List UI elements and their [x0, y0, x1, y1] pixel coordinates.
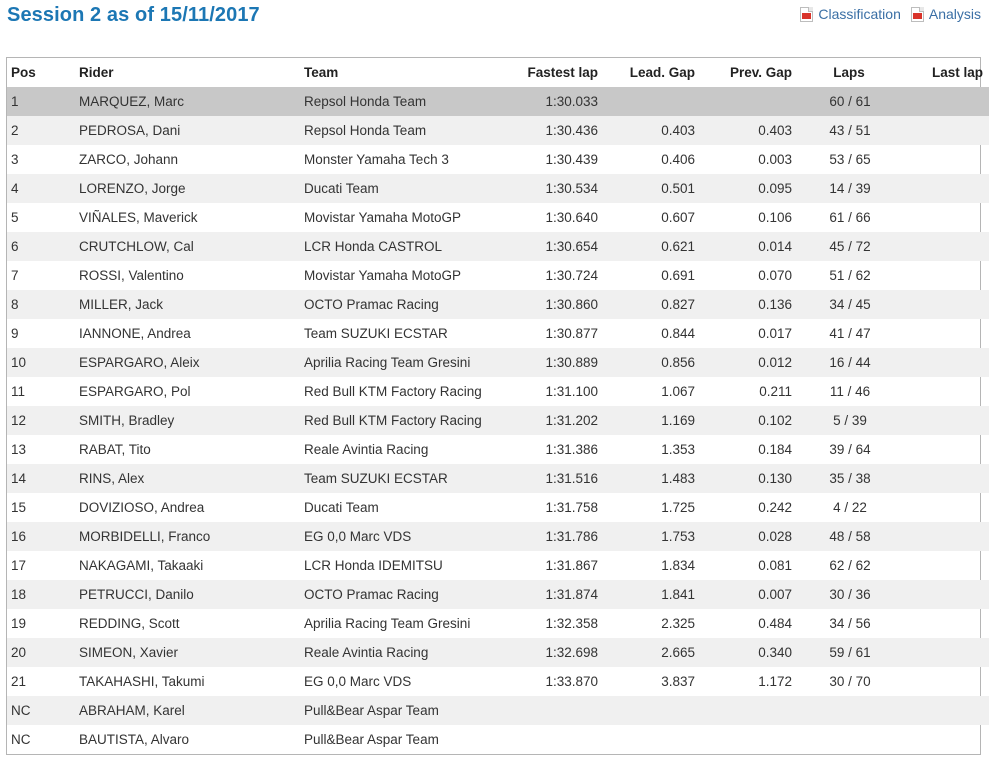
cell-laps — [792, 348, 880, 377]
results-table-container — [6, 57, 981, 755]
cell-laps — [792, 667, 880, 696]
cell-last-lap — [880, 493, 989, 522]
cell-team: EG 0,0 Marc VDS — [304, 674, 412, 689]
cell-rider: PEDROSA, Dani — [79, 123, 181, 138]
cell-team: LCR Honda CASTROL — [304, 239, 443, 254]
cell-last-lap — [880, 116, 989, 145]
cell-fastest-lap: 1:31.867 — [545, 558, 598, 573]
cell-prev-gap: 1.172 — [758, 674, 792, 689]
cell-lead-gap — [598, 696, 695, 725]
cell-rider: CRUTCHLOW, Cal — [79, 239, 194, 254]
cell-fastest-lap: 1:30.654 — [545, 239, 598, 254]
cell-pos: 6 — [11, 239, 19, 254]
cell-team: EG 0,0 Marc VDS — [304, 529, 412, 544]
cell-fastest-lap — [522, 725, 598, 754]
cell-laps-value: 34 / 45 — [829, 297, 871, 312]
cell-laps — [792, 116, 880, 145]
table-row[interactable] — [7, 203, 989, 232]
cell-rider: MARQUEZ, Marc — [79, 94, 185, 109]
header-lead-gap: Lead. Gap — [629, 65, 695, 80]
cell-laps-value: 60 / 61 — [829, 94, 871, 109]
cell-pos: 3 — [11, 152, 19, 167]
cell-prev-gap: 0.070 — [758, 268, 792, 283]
cell-laps — [792, 145, 880, 174]
header-last-lap: Last lap — [931, 65, 983, 80]
cell-prev-gap — [695, 696, 792, 725]
table-body — [7, 87, 989, 754]
cell-rider: SIMEON, Xavier — [79, 645, 179, 660]
cell-lead-gap: 1.753 — [661, 529, 695, 544]
cell-team: Red Bull KTM Factory Racing — [304, 413, 482, 428]
cell-team: Repsol Honda Team — [304, 123, 427, 138]
cell-laps-value: 5 / 39 — [833, 413, 867, 428]
header-rider: Rider — [79, 65, 114, 80]
cell-fastest-lap: 1:30.889 — [545, 355, 598, 370]
cell-laps — [792, 203, 880, 232]
cell-last-lap — [880, 725, 989, 754]
cell-team: Monster Yamaha Tech 3 — [304, 152, 449, 167]
cell-fastest-lap: 1:31.758 — [545, 500, 598, 515]
cell-pos: 1 — [11, 94, 19, 109]
cell-fastest-lap: 1:30.724 — [545, 268, 598, 283]
cell-laps-value: 51 / 62 — [829, 268, 871, 283]
cell-fastest-lap — [522, 696, 598, 725]
cell-team: Aprilia Racing Team Gresini — [304, 616, 471, 631]
cell-fastest-lap: 1:30.640 — [545, 210, 598, 225]
cell-lead-gap: 1.353 — [661, 442, 695, 457]
cell-fastest-lap: 1:31.386 — [545, 442, 598, 457]
table-row[interactable] — [7, 725, 989, 754]
header-team: Team — [304, 65, 339, 80]
cell-fastest-lap: 1:31.516 — [545, 471, 598, 486]
table-row[interactable] — [7, 261, 989, 290]
cell-laps — [792, 87, 880, 116]
cell-fastest-lap: 1:33.870 — [545, 674, 598, 689]
cell-laps-value: 53 / 65 — [829, 152, 871, 167]
table-row[interactable] — [7, 232, 989, 261]
table-row[interactable] — [7, 580, 989, 609]
cell-team: Movistar Yamaha MotoGP — [304, 268, 462, 283]
cell-prev-gap: 0.242 — [758, 500, 792, 515]
cell-rider: RINS, Alex — [79, 471, 145, 486]
cell-lead-gap: 3.837 — [661, 674, 695, 689]
cell-last-lap — [880, 87, 989, 116]
cell-prev-gap: 0.106 — [758, 210, 792, 225]
cell-laps-value: 41 / 47 — [829, 326, 871, 341]
cell-team: Aprilia Racing Team Gresini — [304, 355, 471, 370]
cell-pos: 9 — [11, 326, 19, 341]
table-row[interactable] — [7, 377, 989, 406]
cell-laps-value: 59 / 61 — [829, 645, 871, 660]
cell-pos: 15 — [11, 500, 27, 515]
cell-prev-gap: 0.130 — [758, 471, 792, 486]
cell-pos: 13 — [11, 442, 27, 457]
cell-team: Ducati Team — [304, 181, 379, 196]
cell-team: Ducati Team — [304, 500, 379, 515]
header-pos: Pos — [11, 65, 36, 80]
table-row[interactable] — [7, 551, 989, 580]
cell-team: LCR Honda IDEMITSU — [304, 558, 443, 573]
cell-rider: LORENZO, Jorge — [79, 181, 186, 196]
cell-pos: 8 — [11, 297, 19, 312]
cell-laps — [792, 261, 880, 290]
cell-fastest-lap: 1:30.860 — [545, 297, 598, 312]
cell-laps-value: 48 / 58 — [829, 529, 871, 544]
cell-fastest-lap: 1:31.786 — [545, 529, 598, 544]
table-row[interactable] — [7, 319, 989, 348]
cell-lead-gap — [598, 87, 695, 116]
table-row[interactable] — [7, 174, 989, 203]
cell-rider: BAUTISTA, Alvaro — [79, 732, 190, 747]
cell-last-lap — [880, 580, 989, 609]
cell-laps-value: 39 / 64 — [829, 442, 871, 457]
cell-pos: 16 — [11, 529, 27, 544]
cell-team: Reale Avintia Racing — [304, 645, 429, 660]
cell-team: Red Bull KTM Factory Racing — [304, 384, 482, 399]
cell-laps — [792, 377, 880, 406]
table-row[interactable] — [7, 290, 989, 319]
analysis-link-label: Analysis — [928, 6, 981, 22]
pdf-links — [800, 6, 981, 22]
table-row[interactable] — [7, 667, 989, 696]
table-row[interactable] — [7, 348, 989, 377]
analysis-link[interactable] — [911, 6, 981, 22]
cell-last-lap — [880, 406, 989, 435]
cell-laps — [792, 725, 880, 754]
cell-rider: SMITH, Bradley — [79, 413, 175, 428]
cell-prev-gap — [695, 725, 792, 754]
classification-link-label: Classification — [818, 6, 901, 22]
table-header-row — [7, 58, 989, 87]
cell-lead-gap: 1.841 — [661, 587, 695, 602]
header-prev-gap: Prev. Gap — [729, 65, 792, 80]
cell-laps-value: 11 / 46 — [829, 384, 871, 399]
cell-pos: 14 — [11, 471, 27, 486]
cell-team: Team SUZUKI ECSTAR — [304, 471, 448, 486]
cell-lead-gap: 0.501 — [661, 181, 695, 196]
cell-last-lap — [880, 696, 989, 725]
cell-last-lap — [880, 551, 989, 580]
cell-laps-value: 30 / 36 — [829, 587, 871, 602]
pdf-icon — [800, 7, 813, 22]
cell-prev-gap: 0.081 — [758, 558, 792, 573]
cell-team: OCTO Pramac Racing — [304, 587, 439, 602]
cell-pos: 4 — [11, 181, 19, 196]
cell-rider: ABRAHAM, Karel — [79, 703, 185, 718]
table-row[interactable] — [7, 696, 989, 725]
cell-rider: REDDING, Scott — [79, 616, 180, 631]
table-row[interactable] — [7, 406, 989, 435]
cell-pos: 12 — [11, 413, 27, 428]
cell-fastest-lap: 1:32.698 — [545, 645, 598, 660]
cell-pos: 5 — [11, 210, 19, 225]
cell-team: Reale Avintia Racing — [304, 442, 429, 457]
cell-lead-gap: 0.691 — [661, 268, 695, 283]
cell-rider: PETRUCCI, Danilo — [79, 587, 194, 602]
cell-last-lap — [880, 174, 989, 203]
cell-last-lap — [880, 319, 989, 348]
cell-prev-gap: 0.136 — [758, 297, 792, 312]
cell-team: Movistar Yamaha MotoGP — [304, 210, 462, 225]
cell-laps — [792, 464, 880, 493]
cell-lead-gap: 0.621 — [661, 239, 695, 254]
cell-lead-gap: 0.403 — [661, 123, 695, 138]
table-row[interactable] — [7, 609, 989, 638]
cell-team: Pull&Bear Aspar Team — [304, 732, 439, 747]
results-table — [7, 58, 989, 754]
cell-rider: RABAT, Tito — [79, 442, 151, 457]
cell-last-lap — [880, 435, 989, 464]
table-row[interactable] — [7, 116, 989, 145]
cell-lead-gap: 2.665 — [661, 645, 695, 660]
cell-last-lap — [880, 464, 989, 493]
cell-prev-gap: 0.028 — [758, 529, 792, 544]
cell-rider: TAKAHASHI, Takumi — [79, 674, 205, 689]
cell-rider: IANNONE, Andrea — [79, 326, 191, 341]
cell-lead-gap: 2.325 — [661, 616, 695, 631]
cell-prev-gap — [695, 87, 792, 116]
cell-prev-gap: 0.484 — [758, 616, 792, 631]
cell-laps-value: 43 / 51 — [829, 123, 871, 138]
cell-pos: 11 — [11, 384, 26, 399]
cell-last-lap — [880, 522, 989, 551]
cell-prev-gap: 0.003 — [758, 152, 792, 167]
cell-last-lap — [880, 145, 989, 174]
cell-laps — [792, 696, 880, 725]
cell-prev-gap: 0.014 — [758, 239, 792, 254]
cell-laps — [792, 551, 880, 580]
cell-laps — [792, 174, 880, 203]
cell-lead-gap: 1.483 — [661, 471, 695, 486]
cell-pos: NC — [11, 732, 31, 747]
cell-fastest-lap: 1:31.874 — [545, 587, 598, 602]
cell-laps-value: 34 / 56 — [829, 616, 871, 631]
cell-rider: VIÑALES, Maverick — [79, 210, 198, 225]
cell-prev-gap: 0.012 — [758, 355, 792, 370]
cell-lead-gap: 1.834 — [661, 558, 695, 573]
cell-laps — [792, 493, 880, 522]
classification-link[interactable] — [800, 6, 900, 22]
cell-prev-gap: 0.095 — [758, 181, 792, 196]
cell-lead-gap: 0.856 — [661, 355, 695, 370]
cell-fastest-lap: 1:31.100 — [545, 384, 598, 399]
table-row[interactable] — [7, 435, 989, 464]
cell-laps — [792, 319, 880, 348]
cell-lead-gap: 1.169 — [661, 413, 695, 428]
cell-rider: ROSSI, Valentino — [79, 268, 184, 283]
cell-last-lap — [880, 261, 989, 290]
cell-lead-gap: 0.844 — [661, 326, 695, 341]
cell-last-lap — [880, 638, 989, 667]
cell-prev-gap: 0.102 — [758, 413, 792, 428]
cell-prev-gap: 0.184 — [758, 442, 792, 457]
cell-pos: 17 — [11, 558, 27, 573]
cell-last-lap — [880, 377, 989, 406]
cell-laps — [792, 406, 880, 435]
cell-laps — [792, 638, 880, 667]
table-row[interactable] — [7, 87, 989, 116]
table-row[interactable] — [7, 145, 989, 174]
cell-fastest-lap: 1:30.534 — [545, 181, 598, 196]
cell-pos: 10 — [11, 355, 27, 370]
cell-fastest-lap: 1:30.436 — [545, 123, 598, 138]
cell-pos: NC — [11, 703, 31, 718]
table-row[interactable] — [7, 493, 989, 522]
cell-pos: 7 — [11, 268, 19, 283]
cell-lead-gap — [598, 725, 695, 754]
cell-rider: ESPARGARO, Pol — [79, 384, 191, 399]
cell-fastest-lap: 1:30.033 — [545, 94, 598, 109]
cell-last-lap — [880, 348, 989, 377]
cell-team: Team SUZUKI ECSTAR — [304, 326, 448, 341]
cell-lead-gap: 0.827 — [661, 297, 695, 312]
cell-prev-gap: 0.211 — [759, 384, 792, 399]
table-row[interactable] — [7, 638, 989, 667]
cell-pos: 2 — [11, 123, 19, 138]
cell-team: OCTO Pramac Racing — [304, 297, 439, 312]
cell-rider: ESPARGARO, Aleix — [79, 355, 200, 370]
cell-laps-value: 4 / 22 — [833, 500, 867, 515]
cell-laps-value: 61 / 66 — [829, 210, 871, 225]
cell-last-lap — [880, 203, 989, 232]
cell-laps-value: 62 / 62 — [829, 558, 871, 573]
cell-prev-gap: 0.403 — [758, 123, 792, 138]
cell-laps — [792, 232, 880, 261]
cell-rider: DOVIZIOSO, Andrea — [79, 500, 205, 515]
cell-laps — [792, 580, 880, 609]
page-title: Session 2 as of 15/11/2017 — [7, 4, 260, 26]
cell-last-lap — [880, 232, 989, 261]
cell-rider: MORBIDELLI, Franco — [79, 529, 211, 544]
cell-pos: 19 — [11, 616, 27, 631]
table-row[interactable] — [7, 522, 989, 551]
cell-laps — [792, 609, 880, 638]
cell-lead-gap: 0.607 — [661, 210, 695, 225]
cell-fastest-lap: 1:30.877 — [545, 326, 598, 341]
cell-prev-gap: 0.017 — [758, 326, 792, 341]
header-laps — [792, 58, 880, 87]
header-laps-label: Laps — [833, 65, 865, 80]
cell-team: Pull&Bear Aspar Team — [304, 703, 439, 718]
cell-laps-value: 14 / 39 — [829, 181, 871, 196]
cell-rider: ZARCO, Johann — [79, 152, 179, 167]
header-fastest-lap: Fastest lap — [527, 65, 598, 80]
cell-team: Repsol Honda Team — [304, 94, 427, 109]
cell-laps — [792, 290, 880, 319]
cell-last-lap — [880, 667, 989, 696]
cell-laps — [792, 522, 880, 551]
cell-last-lap — [880, 609, 989, 638]
cell-laps — [792, 435, 880, 464]
cell-lead-gap: 1.067 — [661, 384, 695, 399]
cell-laps-value: 45 / 72 — [829, 239, 871, 254]
cell-pos: 21 — [11, 674, 27, 689]
cell-prev-gap: 0.007 — [758, 587, 792, 602]
cell-last-lap — [880, 290, 989, 319]
pdf-icon — [911, 7, 924, 22]
cell-laps-value: 30 / 70 — [829, 674, 871, 689]
cell-lead-gap: 1.725 — [661, 500, 695, 515]
cell-laps-value: 35 / 38 — [829, 471, 871, 486]
cell-fastest-lap: 1:31.202 — [545, 413, 598, 428]
cell-lead-gap: 0.406 — [661, 152, 695, 167]
cell-fastest-lap: 1:30.439 — [545, 152, 598, 167]
cell-laps-value: 16 / 44 — [829, 355, 871, 370]
cell-rider: NAKAGAMI, Takaaki — [79, 558, 204, 573]
cell-prev-gap: 0.340 — [758, 645, 792, 660]
cell-pos: 18 — [11, 587, 27, 602]
cell-pos: 20 — [11, 645, 27, 660]
cell-fastest-lap: 1:32.358 — [545, 616, 598, 631]
cell-rider: MILLER, Jack — [79, 297, 164, 312]
table-row[interactable] — [7, 464, 989, 493]
